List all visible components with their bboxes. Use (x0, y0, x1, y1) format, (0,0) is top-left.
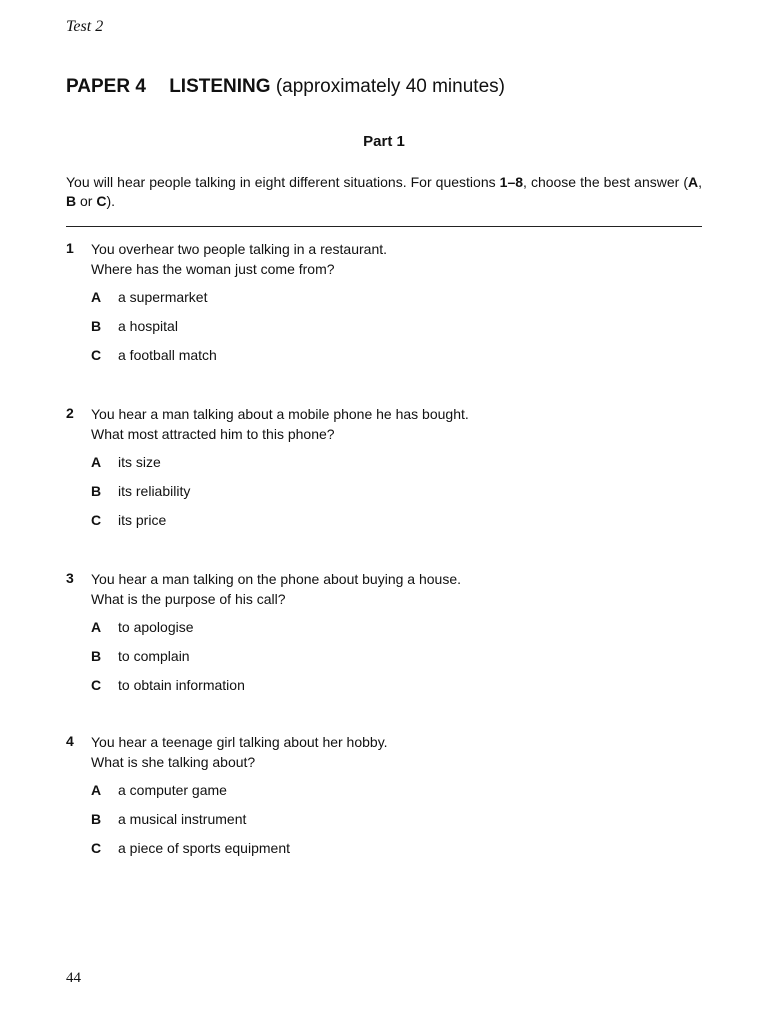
paper-duration: (approximately 40 minutes) (275, 76, 505, 97)
divider-rule (66, 226, 702, 227)
option-text: its price (118, 512, 167, 528)
paper-name: LISTENING (169, 76, 271, 97)
option-text: a piece of sports equipment (118, 840, 290, 856)
option-letter: A (91, 782, 102, 798)
paper-heading (66, 76, 505, 98)
option-text: to apologise (118, 619, 194, 635)
instructions-question-range: 1–8 (499, 174, 524, 190)
option-text: a musical instrument (118, 811, 247, 827)
option-letter: C (91, 347, 102, 363)
running-head: Test 2 (66, 18, 104, 35)
part-title: Part 1 (363, 133, 405, 150)
option-letter: B (91, 648, 102, 664)
option-text: a computer game (118, 782, 227, 798)
question-prompt: Where has the woman just come from? (91, 260, 335, 277)
question-context: You hear a man talking on the phone about buying a house. (91, 571, 461, 587)
option-letter: A (91, 289, 102, 305)
instructions-letter-a: A (688, 174, 699, 190)
question-context: You hear a teenage girl talking about her hobby. (91, 734, 388, 750)
question-text (91, 570, 461, 609)
instructions-text-after: ). (106, 193, 116, 209)
question-number: 2 (66, 405, 74, 421)
question-number: 3 (66, 570, 74, 586)
option-letter: A (91, 454, 102, 470)
option-letter: B (91, 811, 102, 827)
instructions-sep-2: or (76, 193, 97, 209)
page-number: 44 (66, 970, 81, 986)
question-context: You overhear two people talking in a restaurant. (91, 241, 388, 257)
option-letter: C (91, 512, 102, 528)
question-number: 1 (66, 240, 74, 256)
question-context: You hear a man talking about a mobile phone he has bought. (91, 406, 469, 422)
option-letter: B (91, 318, 102, 334)
question-prompt: What most attracted him to this phone? (91, 425, 335, 442)
option-text: a football match (118, 347, 217, 363)
instructions-text-before: You will hear people talking in eight different situations. For questions (66, 174, 500, 190)
option-text: to obtain information (118, 677, 245, 693)
question-prompt: What is the purpose of his call? (91, 590, 286, 607)
instructions-letter-b: B (66, 193, 77, 209)
option-letter: B (91, 483, 102, 499)
option-text: its size (118, 454, 161, 470)
instructions (66, 173, 702, 211)
question-text (91, 733, 388, 772)
option-text: to complain (118, 648, 190, 664)
option-letter: A (91, 619, 102, 635)
instructions-text-mid: , choose the best answer ( (523, 174, 688, 190)
option-text: a hospital (118, 318, 178, 334)
instructions-sep-1: , (698, 174, 703, 190)
question-text (91, 405, 469, 444)
instructions-letter-c: C (96, 193, 107, 209)
option-letter: C (91, 840, 102, 856)
paper-number: PAPER 4 (66, 76, 146, 97)
question-number: 4 (66, 733, 74, 749)
question-prompt: What is she talking about? (91, 753, 256, 770)
option-text: its reliability (118, 483, 191, 499)
option-text: a supermarket (118, 289, 208, 305)
question-text (91, 240, 387, 279)
option-letter: C (91, 677, 102, 693)
